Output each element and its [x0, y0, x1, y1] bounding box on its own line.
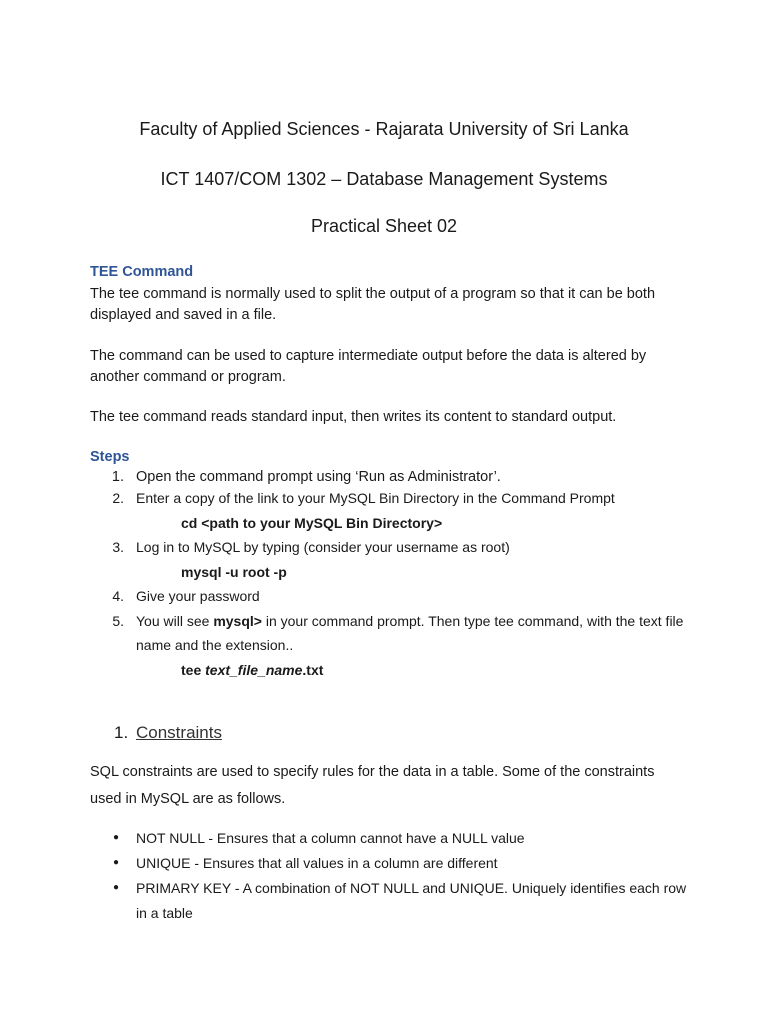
tee-para2-line1: The command can be used to capture intermediate output before the data is altered by: [90, 348, 647, 364]
step-5-text-line2: name and the extension..: [136, 637, 294, 653]
tee-cmd: tee: [181, 662, 206, 678]
step-5-mysql-prompt: mysql>: [213, 613, 262, 629]
bullet-icon: ●: [113, 857, 120, 868]
step-5-text-before: You will see: [136, 613, 214, 629]
step-number: 4.: [112, 588, 124, 604]
tee-para1-line2: displayed and saved in a file.: [90, 307, 277, 323]
bullet-icon: ●: [113, 882, 120, 893]
tee-ext: .txt: [302, 662, 324, 678]
step-3-text: Log in to MySQL by typing (consider your username as root): [136, 539, 510, 555]
tee-para3: The tee command reads standard input, then writes its content to standard output.: [90, 409, 617, 425]
constraints-number: 1.: [114, 723, 129, 742]
bullet-icon: ●: [113, 832, 120, 843]
constraint-unique: UNIQUE - Ensures that all values in a column are different: [136, 855, 498, 871]
constraints-heading: Constraints: [136, 723, 222, 742]
constraint-primary-key: PRIMARY KEY - A combination of NOT NULL and UNIQUE. Uniquely identifies each row: [136, 880, 687, 896]
code-tee-command: [181, 662, 323, 678]
step-5-text-after: in your command prompt. Then type tee command, with the text file: [261, 613, 684, 629]
sheet-title: Practical Sheet 02: [310, 216, 458, 236]
code-cd-command: cd <path to your MySQL Bin Directory>: [181, 515, 443, 531]
steps-heading: Steps: [90, 449, 130, 465]
constraints-intro-line1: SQL constraints are used to specify rules for the data in a table. Some of the constraints: [90, 764, 655, 780]
tee-para2-line2: another command or program.: [90, 369, 286, 385]
course-title: ICT 1407/COM 1302 – Database Management Systems: [160, 169, 608, 189]
constraints-intro-line2: used in MySQL are as follows.: [90, 791, 286, 807]
tee-file-name: text_file_name: [205, 662, 303, 678]
step-number: 1.: [111, 469, 124, 485]
code-mysql-login: mysql -u root -p: [181, 564, 287, 580]
step-number: 5.: [112, 613, 124, 629]
tee-para1-line1: The tee command is normally used to split the output of a program so that it can be both: [90, 286, 656, 302]
tee-heading: TEE Command: [90, 264, 194, 280]
step-number: 2.: [112, 490, 124, 506]
constraint-primary-key-line2: in a table: [136, 905, 193, 921]
step-4-text: Give your password: [136, 588, 260, 604]
step-number: 3.: [112, 539, 124, 555]
faculty-title: Faculty of Applied Sciences - Rajarata University of Sri Lanka: [139, 119, 629, 139]
step-5-text: [136, 613, 683, 629]
constraint-not-null: NOT NULL - Ensures that a column cannot have a NULL value: [136, 830, 525, 846]
step-2-text: Enter a copy of the link to your MySQL Bin Directory in the Command Prompt: [136, 490, 615, 506]
step-1-text: Open the command prompt using ‘Run as Administrator’.: [136, 469, 501, 485]
